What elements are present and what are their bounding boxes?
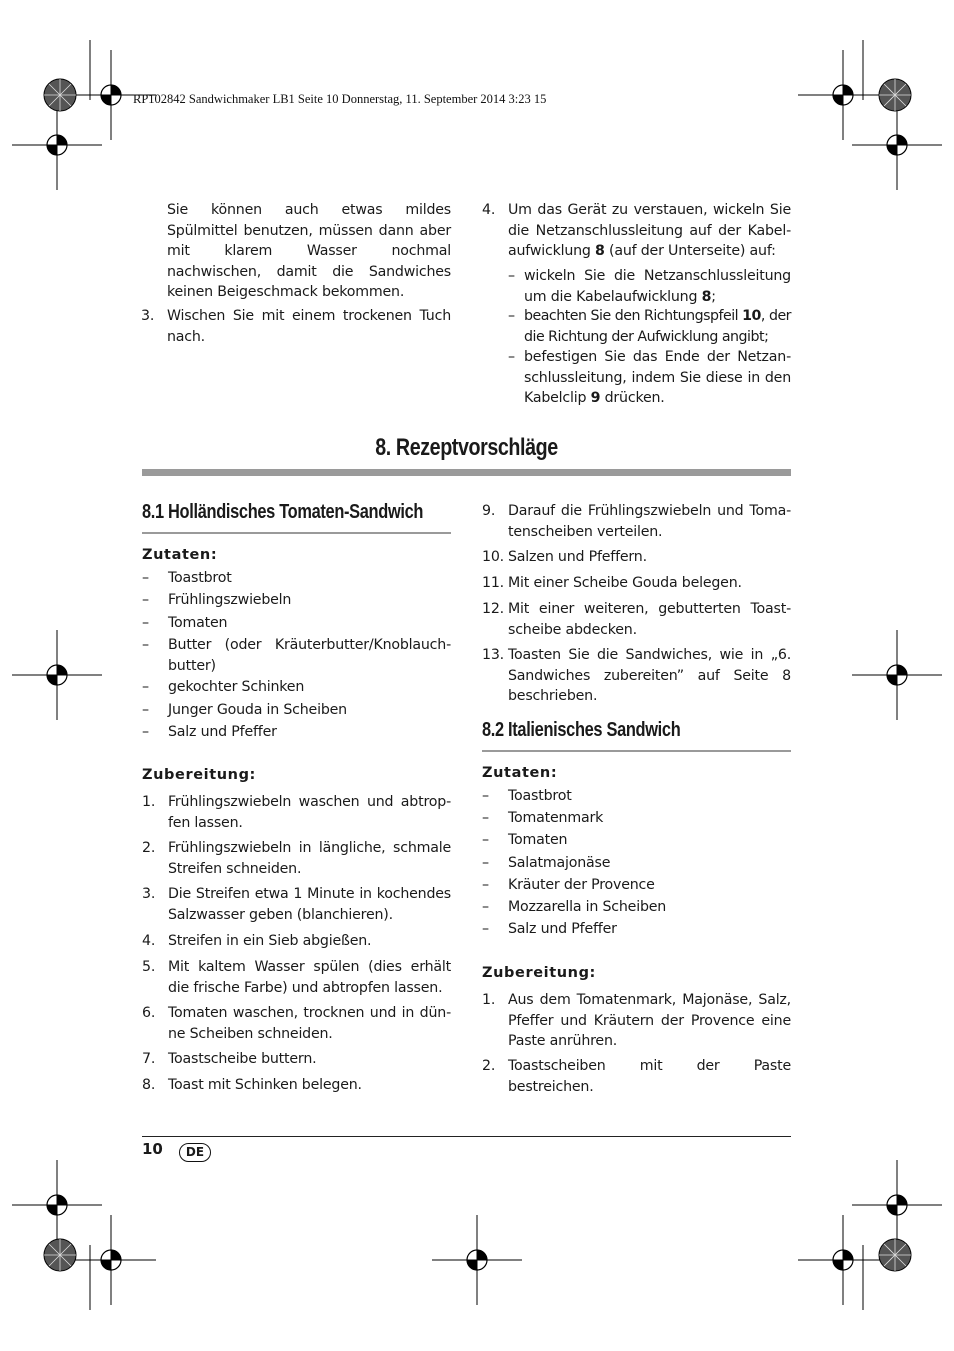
step-number: 2. <box>142 840 156 856</box>
dash-bullet: – <box>508 349 515 365</box>
substep-text-part: beachten Sie den Richtungspfeil <box>524 308 743 324</box>
recipe-2-rule <box>482 750 791 752</box>
step-number: 4. <box>142 933 156 949</box>
ingredient-item <box>482 853 791 874</box>
running-head: RP102842 Sandwichmaker LB1 Seite 10 Donnerstag, 11. September 2014 3:23 15 <box>133 92 547 106</box>
part-ref: 8 <box>595 243 605 259</box>
dash-bullet: – <box>142 679 149 695</box>
recipe-1-ingredients-label: Zutaten: <box>142 547 218 563</box>
dash-bullet: – <box>482 854 489 871</box>
step-number: 1. <box>482 992 496 1008</box>
step-number: 13. <box>482 647 504 663</box>
cleaning-step-3 <box>141 306 451 347</box>
recipe-2-ingredients-label: Zutaten: <box>482 765 558 781</box>
step-number: 2. <box>482 1058 496 1074</box>
step-number: 11. <box>482 575 504 591</box>
dash-bullet: – <box>142 724 149 740</box>
step-number: 3. <box>141 308 155 324</box>
prep-step <box>142 884 451 925</box>
storage-step-4 <box>482 200 791 262</box>
step-text: Mit einer weiteren, gebutterten Toast-scheibe abdecken. <box>508 601 791 638</box>
ingredient-text: Salz und Pfeffer <box>168 724 277 740</box>
recipe-1-rule <box>142 532 451 534</box>
ingredient-text: Kräuter der Provence <box>508 876 655 893</box>
step-number: 8. <box>142 1077 156 1093</box>
ingredient-item <box>142 722 451 743</box>
prep-step <box>482 573 791 594</box>
prep-step <box>482 547 791 568</box>
ingredient-text: Frühlingszwiebeln <box>168 592 292 608</box>
dash-bullet: – <box>482 810 489 827</box>
step-number: 6. <box>142 1005 156 1021</box>
dash-bullet: – <box>482 832 489 849</box>
prep-step <box>482 645 791 707</box>
part-ref: 10 <box>742 308 761 324</box>
dash-bullet: – <box>482 788 489 804</box>
recipe-2-prep-label: Zubereitung: <box>482 965 596 981</box>
ingredient-item <box>482 897 791 918</box>
step-text: Die Streifen etwa 1 Minute in kochendes Salzwasser geben (blanchieren). <box>168 886 451 923</box>
substep-text-part: ; <box>711 288 716 305</box>
step-number: 3. <box>142 886 156 902</box>
step-number: 1. <box>142 794 156 810</box>
ingredient-item <box>482 875 791 896</box>
substep-text-part: wickeln Sie die Netzanschlussleitung um die Kabelaufwicklung <box>524 268 791 305</box>
dash-bullet: – <box>482 921 489 938</box>
step-number: 9. <box>482 503 496 519</box>
ingredient-item <box>142 635 451 676</box>
recipe-1-title: 8.1 Holländisches Tomaten-Sandwich <box>142 501 424 523</box>
ingredient-text: Toastbrot <box>168 570 232 586</box>
recipe-1-prep-label: Zubereitung: <box>142 767 256 783</box>
footer-rule <box>142 1136 791 1137</box>
substep-text-part: befestigen Sie das Ende der Netzan-schlussleitung, indem Sie diese in den Kabelclip <box>524 349 791 406</box>
prep-step <box>142 931 451 952</box>
ingredient-item <box>482 786 791 807</box>
prep-step <box>482 501 791 542</box>
prep-step <box>142 1049 451 1070</box>
step-text: Salzen und Pfeffern. <box>508 549 647 565</box>
dash-bullet: – <box>142 615 149 631</box>
ingredient-item <box>482 830 791 851</box>
ingredient-text: Salatmajonäse <box>508 854 611 871</box>
step-text-part: Um das Gerät zu verstauen, wickeln Sie die Netzanschlussleitung auf der Kabel-aufwicklung <box>508 202 791 259</box>
step-number: 7. <box>142 1051 156 1067</box>
dash-bullet: – <box>142 637 149 653</box>
step-text <box>508 200 791 262</box>
step-number: 12. <box>482 601 504 617</box>
storage-substep <box>508 266 791 307</box>
step-text: Mit einer Scheibe Gouda belegen. <box>508 575 742 591</box>
step-text: Wischen Sie mit einem trockenen Tuch nach. <box>167 308 451 345</box>
dash-bullet: – <box>142 592 149 608</box>
page-number: 10 <box>142 1140 163 1158</box>
ingredient-text: Junger Gouda in Scheiben <box>168 702 347 718</box>
ingredient-text: gekochter Schinken <box>168 679 305 695</box>
cleaning-note: Sie können auch etwas mildes Spülmittel benutzen, müssen dann aber mit klarem Wasser nochmal nachwischen, damit die Sandwiches keinen Beigeschmack bekommen. <box>167 202 451 300</box>
dash-bullet: – <box>482 899 489 915</box>
step-text: Frühlingszwiebeln in längliche, schmale Streifen schneiden. <box>168 840 451 877</box>
prep-step <box>142 792 451 833</box>
ingredient-text: Tomaten <box>168 615 228 631</box>
part-ref: 9 <box>590 390 601 406</box>
part-ref: 8 <box>701 288 712 305</box>
substep-text-part: drücken. <box>600 390 665 406</box>
ingredient-item <box>482 808 791 829</box>
step-text: Mit kaltem Wasser spülen (dies erhält die frische Farbe) und abtropfen lassen. <box>168 959 451 996</box>
ingredient-item <box>142 677 451 698</box>
step-text: Toast mit Schinken belegen. <box>168 1077 362 1093</box>
ingredient-item <box>482 919 791 940</box>
section-rule <box>142 469 791 476</box>
prep-step <box>482 990 791 1052</box>
step-text: Toastscheibe buttern. <box>168 1051 317 1067</box>
language-badge: DE <box>179 1143 211 1162</box>
section-title: 8. Rezeptvorschläge <box>375 434 558 461</box>
step-text: Tomaten waschen, trocknen und in dün-ne Scheiben schneiden. <box>168 1005 451 1042</box>
substep-text <box>524 266 791 307</box>
step-text: Toastscheiben mit der Paste bestreichen. <box>508 1058 791 1095</box>
step-number: 4. <box>482 202 496 218</box>
ingredient-item <box>142 590 451 611</box>
dash-bullet: – <box>142 570 149 586</box>
step-text-part: (auf der Unterseite) auf: <box>604 243 776 259</box>
dash-bullet: – <box>508 268 515 284</box>
substep-text-part: , der die Richtung der Aufwicklung angibt; <box>524 308 792 345</box>
substep-text <box>524 306 791 347</box>
step-text: Aus dem Tomatenmark, Majonäse, Salz, Pfeffer und Kräutern der Provence eine Paste anrühren. <box>508 992 791 1049</box>
ingredient-text: Mozzarella in Scheiben <box>508 899 667 915</box>
ingredient-text: Tomaten <box>508 832 568 849</box>
ingredient-text: Butter (oder Kräuterbutter/Knoblauch-butter) <box>168 637 451 674</box>
dash-bullet: – <box>482 876 489 893</box>
ingredient-text: Salz und Pfeffer <box>508 921 617 938</box>
step-number: 5. <box>142 959 156 975</box>
prep-step <box>142 1075 451 1096</box>
prep-step <box>142 1003 451 1044</box>
ingredient-item <box>142 613 451 634</box>
prep-step <box>482 1056 791 1097</box>
prep-step <box>142 957 451 998</box>
prep-step <box>482 599 791 640</box>
step-text: Darauf die Frühlingszwiebeln und Toma-tenscheiben verteilen. <box>508 503 791 540</box>
step-text: Streifen in ein Sieb abgießen. <box>168 933 372 949</box>
storage-substep <box>508 347 791 409</box>
step-text: Frühlingszwiebeln waschen und abtrop-fen lassen. <box>168 794 451 831</box>
prep-step <box>142 838 451 879</box>
substep-text <box>524 347 791 409</box>
ingredient-text: Tomatenmark <box>508 810 604 827</box>
ingredient-item <box>142 700 451 721</box>
ingredient-text: Toastbrot <box>508 788 572 804</box>
step-text: Toasten Sie die Sandwiches, wie in „6. Sandwiches zubereiten” auf Seite 8 beschrieben. <box>508 647 791 704</box>
ingredient-item <box>142 568 451 589</box>
recipe-2-title: 8.2 Italienisches Sandwich <box>482 719 681 741</box>
step-number: 10. <box>482 549 504 565</box>
dash-bullet: – <box>142 702 149 718</box>
dash-bullet: – <box>508 308 515 324</box>
storage-substep <box>508 306 791 347</box>
